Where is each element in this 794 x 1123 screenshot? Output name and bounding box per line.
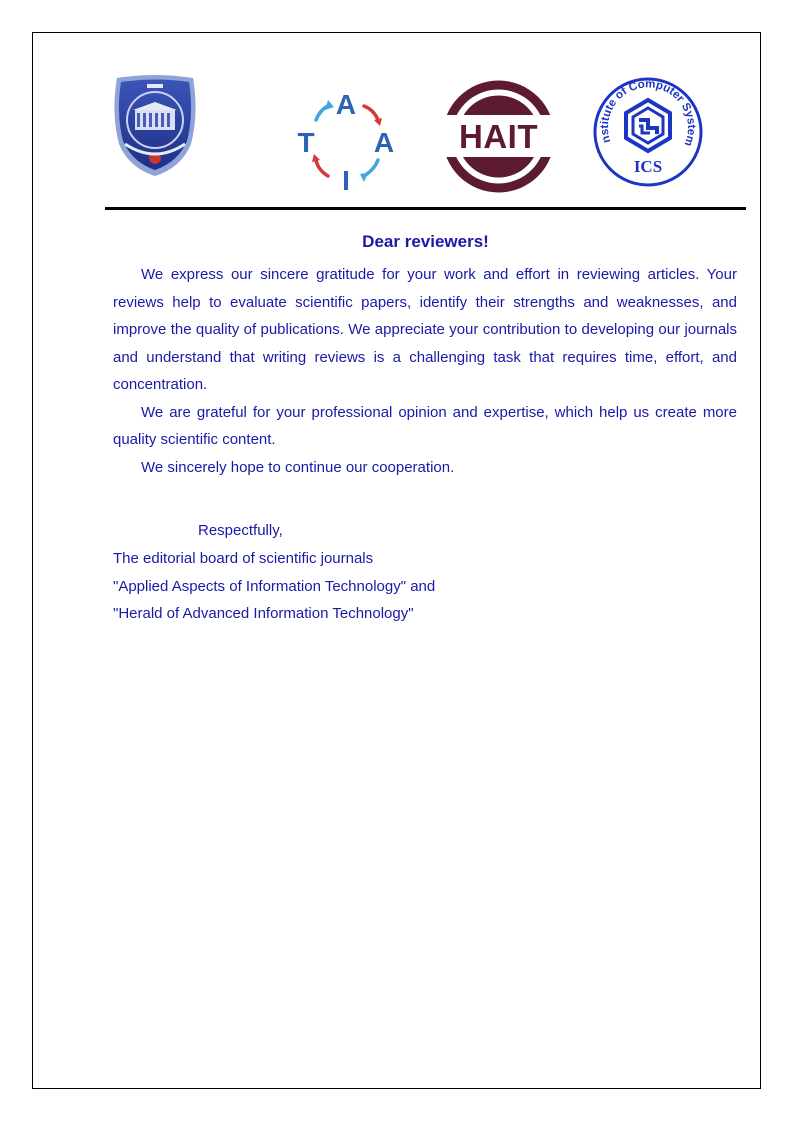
letter-title: Dear reviewers! bbox=[362, 232, 489, 251]
svg-text:ICS: ICS bbox=[633, 157, 663, 176]
taai-logo bbox=[294, 88, 400, 192]
svg-text:Institute of Computer System: nstitute of Computer System bbox=[598, 78, 698, 148]
letter-body bbox=[113, 261, 737, 481]
svg-text:A: A bbox=[335, 89, 357, 120]
header-rule bbox=[105, 207, 746, 210]
paragraph-gratitude: We express our sincere gratitude for your work and effort in reviewing articles. Your reviews help to evaluate scientific papers, identify their strengths and weaknesses, and improve the quality of publications. We appreciate your contribution to developing our journals and understand that writing reviews is a challenging task that requires time, effort, and concentration. bbox=[113, 266, 737, 393]
svg-text:HAIT: HAIT bbox=[459, 118, 538, 155]
signature-line: "Applied Aspects of Information Technology" and bbox=[113, 577, 436, 595]
paragraph-grateful: We are grateful for your professional opinion and expertise, which help us create more quality scientific content. bbox=[113, 403, 737, 448]
signature-block bbox=[113, 517, 435, 628]
hait-logo bbox=[440, 79, 557, 194]
university-shield-logo bbox=[111, 74, 199, 178]
svg-text:I: I bbox=[342, 165, 350, 192]
paragraph-cooperation: We sincerely hope to continue our cooperation. bbox=[141, 458, 455, 476]
closing-line: Respectfully, bbox=[198, 522, 283, 539]
signature-line: "Herald of Advanced Information Technology" bbox=[113, 605, 414, 623]
ics-logo bbox=[592, 76, 704, 188]
signature-line: The editorial board of scientific journals bbox=[113, 549, 374, 567]
svg-text:A: A bbox=[373, 127, 395, 158]
svg-text:T: T bbox=[297, 127, 315, 158]
